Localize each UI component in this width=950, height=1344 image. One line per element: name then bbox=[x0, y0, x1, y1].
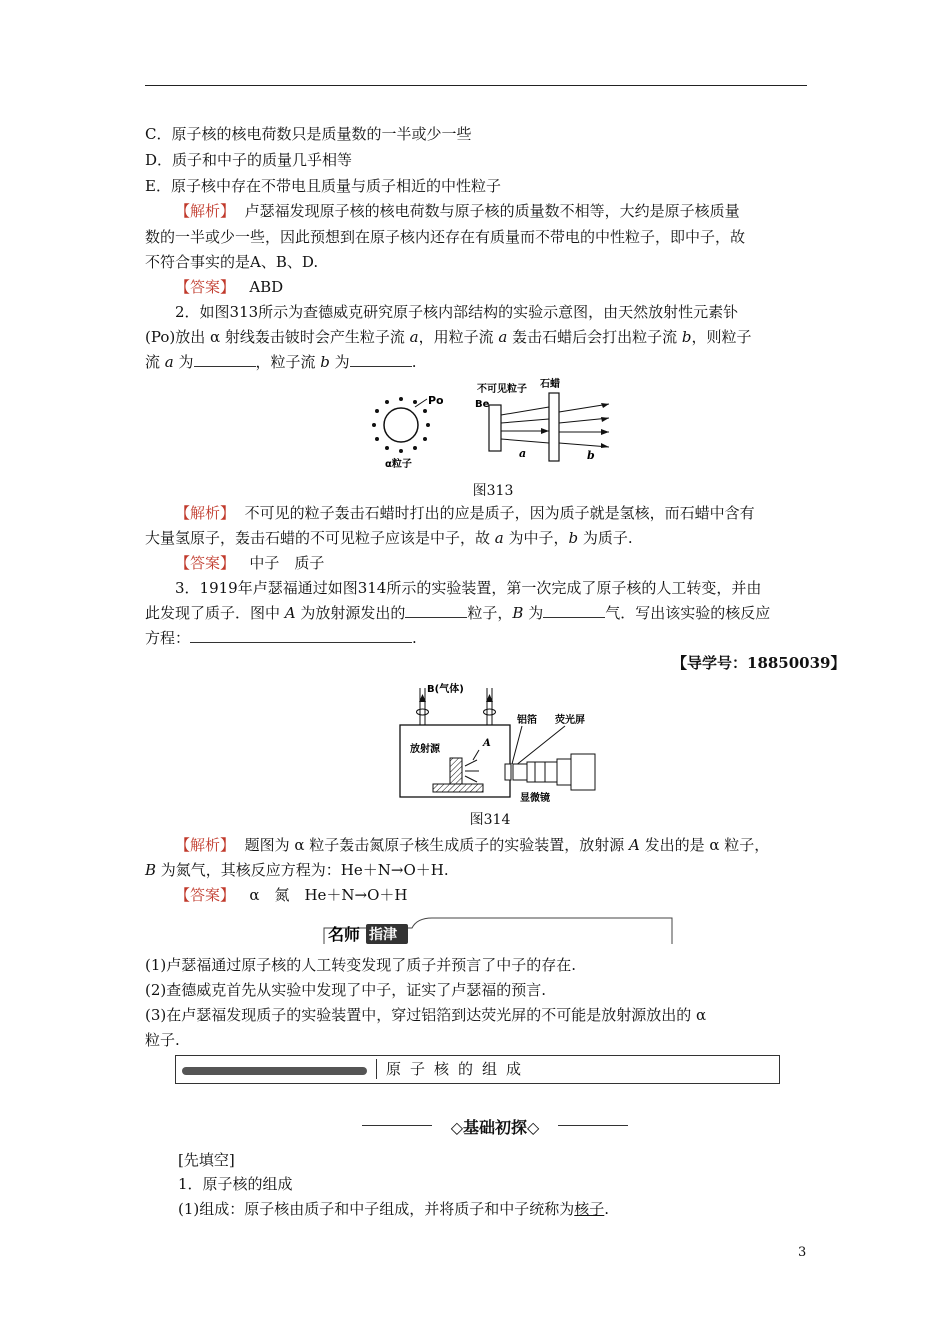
section-title: ◇基础初探◇ bbox=[450, 1118, 540, 1137]
text: . bbox=[604, 1200, 610, 1218]
analysis-label: 【解析】 bbox=[175, 836, 236, 854]
question-2-line-3 bbox=[145, 352, 416, 372]
tip-2: (2)查德威克首先从实验中发现了中子，证实了卢瑟福的预言. bbox=[145, 981, 547, 999]
text: 为 bbox=[173, 353, 194, 371]
po-label: Po bbox=[428, 394, 444, 407]
text: 为氮气，其核反应方程为：He＋N→O＋H. bbox=[156, 861, 449, 879]
question-3-line-3 bbox=[145, 628, 417, 648]
figure-314 bbox=[395, 680, 615, 805]
answer-text: ABD bbox=[249, 278, 284, 296]
analysis-1-line-2: 数的一半或少一些，因此预想到在原子核内还存在有质量而不带电的中性粒子，即中子，故 bbox=[145, 228, 746, 246]
particle-stream-b bbox=[559, 404, 609, 447]
page-number: 3 bbox=[798, 1245, 807, 1260]
text: 为 bbox=[329, 353, 350, 371]
figure-313 bbox=[365, 377, 615, 477]
var-b: b bbox=[568, 529, 579, 547]
text: 为放射源发出的 bbox=[295, 604, 406, 622]
text: 题图为 α 粒子轰击氮原子核生成质子的实验装置，放射源 bbox=[244, 836, 629, 854]
analysis-label: 【解析】 bbox=[175, 202, 236, 220]
aluminum-foil bbox=[505, 764, 511, 780]
knowledge-point-box bbox=[175, 1055, 780, 1084]
question-2-line-1: 2．如图313所示为查德威克研究原子核内部结构的实验示意图，由天然放射性元素钋 bbox=[175, 303, 739, 321]
var-a: a bbox=[409, 328, 419, 346]
text: 为质子. bbox=[578, 529, 633, 547]
alpha-source-diagram bbox=[372, 394, 444, 470]
foil-label: 铝箔 bbox=[517, 715, 537, 726]
answer-label: 【答案】 bbox=[175, 886, 236, 904]
var-b: b bbox=[681, 328, 692, 346]
analysis-text: 卢瑟福发现原子核的核电荷数与原子核的质量数不相等，大约是原子核质量 bbox=[244, 202, 740, 220]
var-A: A bbox=[284, 604, 296, 622]
answer-label: 【答案】 bbox=[175, 554, 236, 572]
question-2-line-2 bbox=[145, 327, 752, 347]
var-A: A bbox=[629, 836, 640, 854]
text: 为 bbox=[523, 604, 544, 622]
analysis-text: 不可见的粒子轰击石蜡时打出的应是质子，因为质子就是氢核，而石蜡中含有 bbox=[244, 504, 755, 522]
analysis-label: 【解析】 bbox=[175, 504, 236, 522]
answer-blank[interactable] bbox=[194, 352, 256, 367]
analysis-1-line-3: 不符合事实的是A、B、D. bbox=[145, 253, 319, 271]
source-label: 放射源 bbox=[410, 744, 440, 755]
text: 方程： bbox=[145, 629, 191, 647]
analysis-1-line-1 bbox=[175, 201, 740, 221]
var-B: B bbox=[145, 861, 157, 879]
text: ，用粒子流 bbox=[418, 328, 499, 346]
figure-314-caption: 图314 bbox=[469, 812, 511, 828]
neutron-experiment-diagram bbox=[475, 377, 609, 462]
be-label: Be bbox=[475, 399, 490, 410]
knowledge-point-title: 原子核的组成 bbox=[386, 1060, 531, 1078]
analysis-3-line-2 bbox=[145, 860, 449, 880]
option-d: D．质子和中子的质量几乎相等 bbox=[145, 151, 353, 169]
var-a: a bbox=[164, 353, 174, 371]
text: (Po)放出 α 射线轰击铍时会产生粒子流 bbox=[145, 328, 410, 346]
analysis-2-line-2 bbox=[145, 528, 633, 548]
figure-313-caption: 图313 bbox=[472, 483, 514, 499]
key-term: 核子 bbox=[574, 1200, 605, 1218]
text: . bbox=[411, 353, 417, 371]
answer-3 bbox=[175, 885, 408, 905]
text: 发出的是 α 粒子， bbox=[639, 836, 770, 854]
gas-label: B(气体) bbox=[427, 684, 464, 695]
var-a: a bbox=[494, 529, 504, 547]
answer-blank[interactable] bbox=[350, 352, 412, 367]
microscope bbox=[513, 754, 595, 790]
text: ，粒子流 bbox=[255, 353, 321, 371]
text: (1)组成：原子核由质子和中子组成，并将质子和中子统称为 bbox=[178, 1200, 575, 1218]
analysis-2-line-1 bbox=[175, 503, 755, 523]
stream-b-label: b bbox=[587, 449, 595, 462]
text: 粒子， bbox=[467, 604, 513, 622]
radioactive-source bbox=[450, 758, 462, 784]
option-c: C．原子核的核电荷数只是质量数的一半或少一些 bbox=[145, 125, 472, 143]
source-stand bbox=[433, 784, 483, 792]
question-3-line-2 bbox=[145, 603, 770, 623]
answer-label: 【答案】 bbox=[175, 278, 236, 296]
beryllium-sphere bbox=[384, 408, 418, 442]
definition-line bbox=[178, 1199, 609, 1219]
section-rule-left bbox=[362, 1125, 432, 1126]
text: 轰击石蜡后会打出粒子流 bbox=[507, 328, 682, 346]
analysis-3-line-1 bbox=[175, 835, 769, 855]
text: ，则粒子 bbox=[691, 328, 752, 346]
subheading-1: 1．原子核的组成 bbox=[178, 1175, 293, 1193]
answer-blank[interactable] bbox=[543, 603, 605, 618]
source-A-label: A bbox=[483, 738, 491, 749]
answer-text: α 氮 He＋N→O＋H bbox=[249, 886, 408, 904]
particle-stream-a bbox=[501, 407, 549, 443]
badge-tag-text: 指津 bbox=[369, 927, 397, 943]
header-rule bbox=[145, 85, 807, 86]
stream-a-label: a bbox=[519, 447, 527, 460]
text: 此发现了质子．图中 bbox=[145, 604, 285, 622]
var-B: B bbox=[512, 604, 524, 622]
guide-number: 【导学号：18850039】 bbox=[672, 654, 846, 672]
badge-title: 名师 bbox=[328, 925, 361, 944]
alpha-particles bbox=[372, 397, 430, 453]
tip-3-line-2: 粒子. bbox=[145, 1031, 180, 1049]
var-b: b bbox=[320, 353, 330, 371]
invisible-particle-label: 不可见粒子 bbox=[477, 384, 527, 395]
tips-badge bbox=[322, 914, 677, 948]
text: 气．写出该实验的核反应 bbox=[605, 604, 771, 622]
text: 大量氢原子，轰击石蜡的不可见粒子应该是中子，故 bbox=[145, 529, 495, 547]
var-a: a bbox=[498, 328, 508, 346]
paraffin-label: 石蜡 bbox=[540, 379, 560, 390]
text: . bbox=[412, 629, 417, 647]
microscope-label: 显微镜 bbox=[520, 793, 550, 804]
fill-first-label: [先填空] bbox=[178, 1151, 235, 1169]
text: 流 bbox=[145, 353, 165, 371]
answer-text: 中子 质子 bbox=[249, 554, 325, 572]
text: 为中子， bbox=[503, 529, 569, 547]
answer-blank[interactable] bbox=[405, 603, 467, 618]
option-e: E．原子核中存在不带电且质量与质子相近的中性粒子 bbox=[145, 177, 501, 195]
beryllium-target bbox=[489, 405, 501, 451]
paraffin-slab bbox=[549, 393, 559, 461]
equation-blank[interactable] bbox=[190, 628, 412, 643]
knowledge-point-tag bbox=[179, 1059, 377, 1079]
alpha-label: α粒子 bbox=[385, 459, 412, 470]
answer-1 bbox=[175, 277, 283, 297]
section-rule-right bbox=[558, 1125, 628, 1126]
answer-2 bbox=[175, 553, 324, 573]
section-header bbox=[362, 1114, 628, 1136]
question-3-line-1: 3．1919年卢瑟福通过如图314所示的实验装置，第一次完成了原子核的人工转变，并由 bbox=[175, 579, 762, 597]
tip-1: (1)卢瑟福通过原子核的人工转变发现了质子并预言了中子的存在. bbox=[145, 956, 577, 974]
tip-3-line-1: (3)在卢瑟福发现质子的实验装置中，穿过铝箔到达荧光屏的不可能是放射源放出的 α bbox=[145, 1006, 707, 1024]
tag-bar bbox=[182, 1067, 367, 1075]
screen-label: 荧光屏 bbox=[555, 715, 585, 726]
